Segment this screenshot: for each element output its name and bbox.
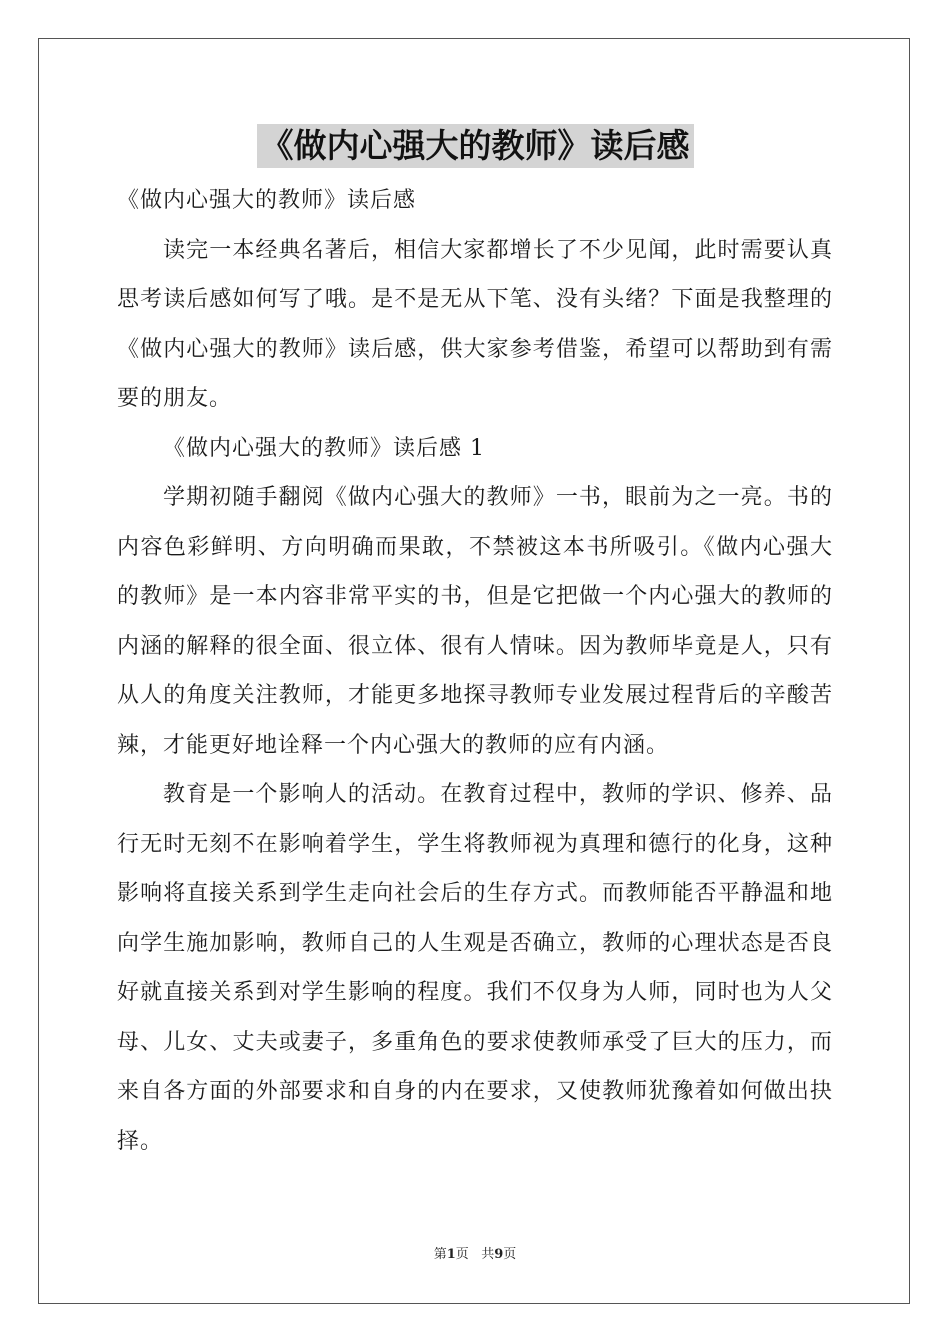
- page-number: 1: [446, 1247, 456, 1262]
- total-suffix: 页: [503, 1247, 517, 1262]
- section-heading: 《做内心强大的教师》读后感 1: [163, 435, 485, 461]
- document-title: 《做内心强大的教师》读后感: [257, 124, 694, 168]
- subtitle-line: 《做内心强大的教师》读后感: [117, 188, 417, 213]
- document-body: [117, 176, 833, 1166]
- total-pages: 9: [494, 1247, 504, 1262]
- total-prefix: 共: [481, 1247, 495, 1262]
- paragraph-2: 教育是一个影响人的活动。在教育过程中，教师的学识、修养、品行无时无刻不在影响着学生，学生将教师视为真理和德行的化身，这种影响将直接关系到学生走向社会后的生存方式。而教师能否平静温和地向学生施加影响，教师自己的人生观是否确立，教师的心理状态是否良好就直接关系到对学生影响的程度。我们不仅身为人师，同时也为人父母、儿女、丈夫或妻子，多重角色的要求使教师承受了巨大的压力，而来自各方面的外部要求和自身的内在要求，又使教师犹豫着如何做出抉择。: [117, 782, 833, 1154]
- page-suffix: 页: [455, 1247, 469, 1262]
- paragraph-1: 学期初随手翻阅《做内心强大的教师》一书，眼前为之一亮。书的内容色彩鲜明、方向明确而果敢，不禁被这本书所吸引。《做内心强大的教师》是一本内容非常平实的书，但是它把做一个内心强大的教师的内涵的解释的很全面、很立体、很有人情味。因为教师毕竟是人，只有从人的角度关注教师，才能更多地探寻教师专业发展过程背后的辛酸苦辣，才能更好地诠释一个内心强大的教师的应有内涵。: [117, 485, 833, 758]
- title-container: [0, 124, 950, 168]
- page-footer: [0, 1246, 950, 1264]
- paragraph-intro: 读完一本经典名著后，相信大家都增长了不少见闻，此时需要认真思考读后感如何写了哦。是不是无从下笔、没有头绪？下面是我整理的《做内心强大的教师》读后感，供大家参考借鉴，希望可以帮助到有需要的朋友。: [117, 237, 833, 411]
- page-prefix: 第: [433, 1247, 447, 1262]
